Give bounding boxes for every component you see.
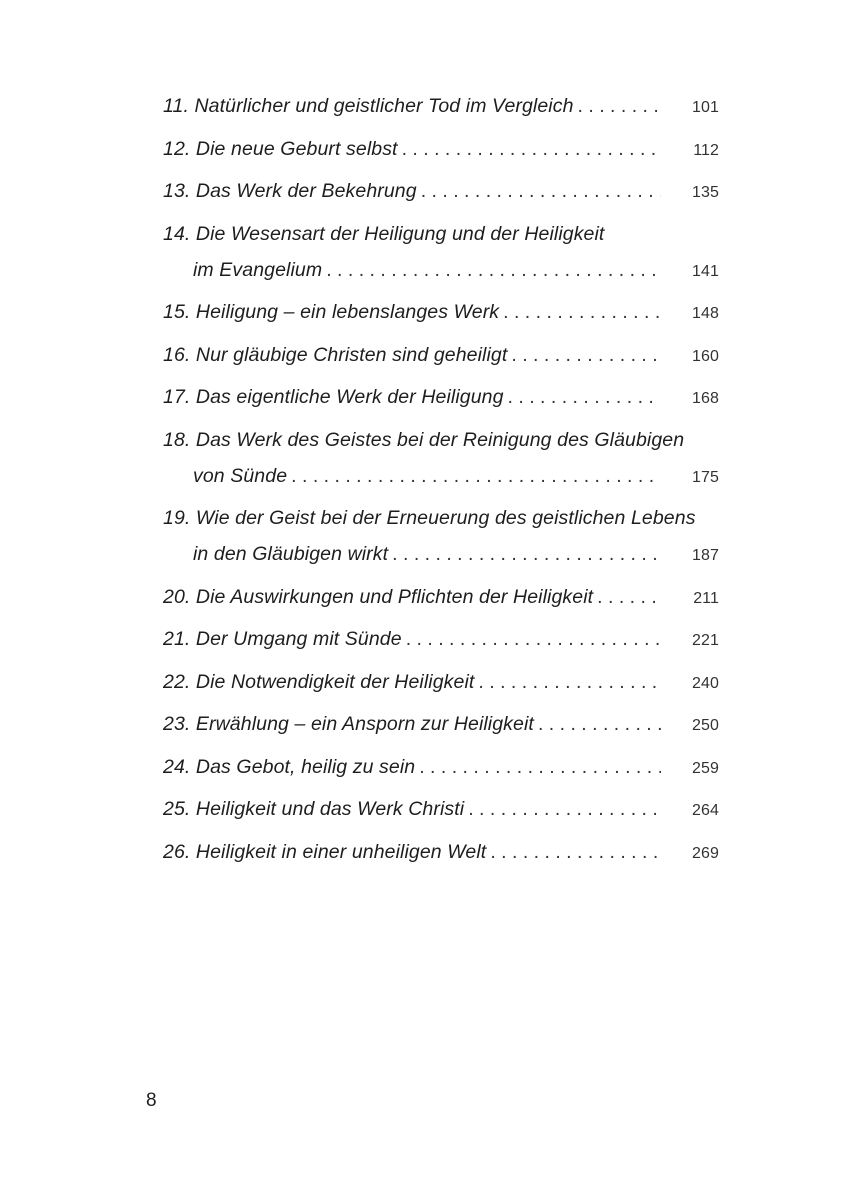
toc-entry-line <box>163 834 719 870</box>
toc-entry-line <box>163 337 719 373</box>
dot-leader <box>507 337 661 373</box>
toc-entry-line <box>163 173 719 209</box>
toc-entry-title: 24. Das Gebot, heilig zu sein <box>163 755 416 778</box>
dot-leader <box>417 173 661 209</box>
toc-entry-line <box>163 294 719 330</box>
toc-page-number: 187 <box>692 547 719 564</box>
toc-entry <box>163 422 719 494</box>
toc-entry-continuation <box>163 252 719 288</box>
dot-leader <box>388 536 661 572</box>
toc-entry-line <box>163 664 719 700</box>
toc-entry-title: 15. Heiligung – ein lebenslanges Werk <box>163 301 500 323</box>
toc-page-number: 101 <box>692 99 719 116</box>
dot-leader <box>499 294 661 330</box>
toc-entry-title: 11. Natürlicher und geistlicher Tod im Vergleich <box>163 95 574 117</box>
toc-entry-line <box>163 706 719 742</box>
dot-leader <box>402 621 661 657</box>
toc-entry <box>163 337 719 373</box>
toc-entry <box>163 749 719 785</box>
toc-entry-title: 13. Das Werk der Bekehrung <box>163 180 417 202</box>
toc-entry-title: 17. Das eigentliche Werk der Heiligung <box>163 386 504 408</box>
toc-entry <box>163 579 719 615</box>
toc-page-number: 221 <box>692 632 719 649</box>
toc-page-number: 160 <box>692 347 719 365</box>
toc-entry <box>163 173 719 209</box>
dot-leader <box>593 579 661 615</box>
dot-leader <box>504 379 661 415</box>
toc-entry-title: im Evangelium <box>193 258 323 281</box>
toc-entry-title: 14. Die Wesensart der Heiligung und der Heiligkeit <box>163 222 605 245</box>
toc-page-number: 175 <box>692 468 719 486</box>
toc-entry-line <box>163 379 719 415</box>
toc-entry-line <box>163 791 719 827</box>
toc-page-number: 168 <box>692 390 719 407</box>
toc-entry <box>163 834 719 870</box>
dot-leader <box>574 88 661 124</box>
dot-leader <box>464 791 661 827</box>
toc-entry <box>163 88 719 124</box>
toc-entry-line <box>163 216 719 252</box>
toc-page-number: 240 <box>692 674 719 692</box>
page-number: 8 <box>146 1090 157 1111</box>
toc-entry-line <box>163 422 719 458</box>
toc-page-number: 141 <box>692 262 719 280</box>
toc-page-number: 269 <box>692 844 719 862</box>
toc-page-number: 148 <box>692 305 719 322</box>
dot-leader <box>287 458 661 494</box>
toc-page-number: 211 <box>693 589 719 607</box>
toc-entry-title: von Sünde <box>193 464 288 487</box>
toc-entry-line <box>163 88 719 124</box>
toc-page-number: 112 <box>693 141 719 159</box>
toc-entry <box>163 706 719 742</box>
toc-entry <box>163 621 719 657</box>
toc-page-number: 250 <box>692 717 719 734</box>
dot-leader <box>474 664 661 700</box>
toc-entry <box>163 500 719 572</box>
toc-entry-line <box>163 621 719 657</box>
dot-leader <box>534 706 661 742</box>
dot-leader <box>486 834 661 870</box>
dot-leader <box>415 749 661 785</box>
toc-list <box>163 88 719 870</box>
toc-entry-title: 22. Die Notwendigkeit der Heiligkeit <box>163 670 475 693</box>
toc-entry-title: 23. Erwählung – ein Ansporn zur Heiligkeit <box>163 713 534 735</box>
toc-entry-line <box>163 749 719 785</box>
toc-entry-title: in den Gläubigen wirkt <box>193 543 389 565</box>
dot-leader <box>398 131 661 167</box>
toc-page-number: 135 <box>692 184 719 201</box>
toc-page-number: 264 <box>692 802 719 819</box>
toc-entry-title: 21. Der Umgang mit Sünde <box>163 628 402 650</box>
table-of-contents <box>163 88 719 870</box>
toc-entry-line <box>163 579 719 615</box>
toc-entry-title: 18. Das Werk des Geistes bei der Reinigung des Gläubigen <box>163 428 685 451</box>
toc-entry-line <box>163 500 719 536</box>
toc-entry <box>163 791 719 827</box>
toc-page-number: 259 <box>692 759 719 777</box>
toc-entry <box>163 664 719 700</box>
toc-entry <box>163 294 719 330</box>
toc-entry-title: 12. Die neue Geburt selbst <box>163 137 398 160</box>
toc-entry-continuation <box>163 458 719 494</box>
toc-entry-title: 16. Nur gläubige Christen sind geheiligt <box>163 343 508 366</box>
toc-entry-title: 26. Heiligkeit in einer unheiligen Welt <box>163 840 487 863</box>
toc-entry-title: 20. Die Auswirkungen und Pflichten der Heiligkeit <box>163 585 594 608</box>
toc-entry-continuation <box>163 536 719 572</box>
toc-entry <box>163 216 719 288</box>
toc-entry <box>163 131 719 167</box>
toc-entry-title: 25. Heiligkeit und das Werk Christi <box>163 798 465 820</box>
dot-leader <box>322 252 661 288</box>
toc-entry-title: 19. Wie der Geist bei der Erneuerung des geistlichen Lebens <box>163 507 696 529</box>
toc-entry <box>163 379 719 415</box>
toc-entry-line <box>163 131 719 167</box>
